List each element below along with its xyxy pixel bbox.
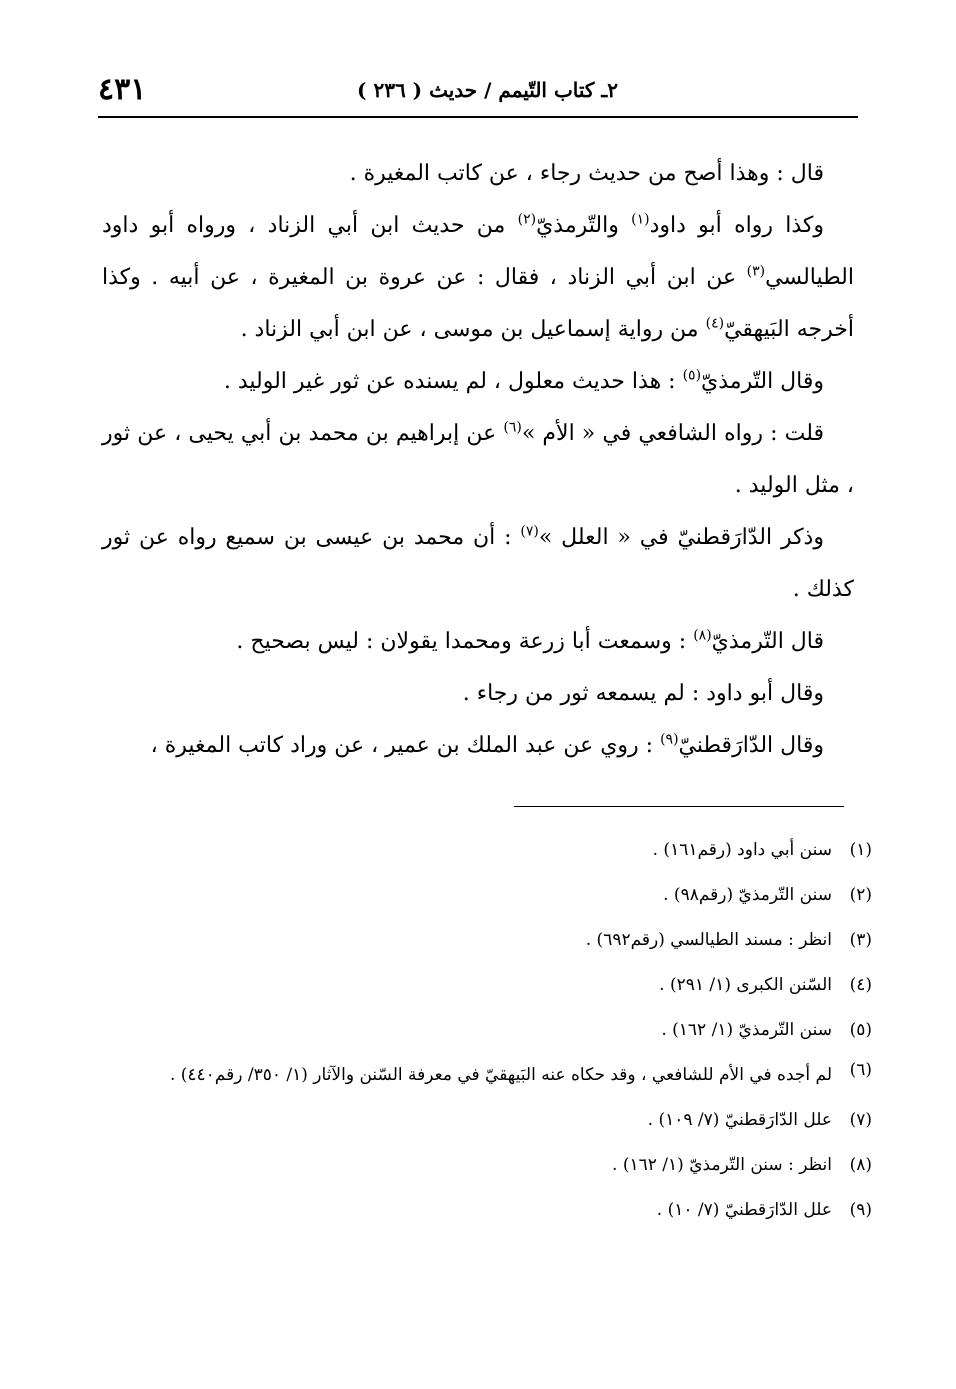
footnote-ref: (٢) — [517, 211, 537, 228]
footnote-text: انظر : سنن التّرمذيّ (١/ ١٦٢) . — [612, 1155, 832, 1175]
header-divider — [98, 116, 858, 118]
footnote — [100, 1053, 872, 1098]
footnote-text: السّنن الكبرى (١/ ٢٩١) . — [659, 975, 832, 995]
footnote — [100, 1188, 872, 1233]
footnote — [100, 918, 872, 963]
footnote-number: (٩) — [849, 1200, 872, 1220]
footnote-number: (٤) — [849, 975, 872, 995]
footnotes — [100, 828, 872, 1233]
running-header — [98, 74, 858, 114]
footnote — [100, 1143, 872, 1188]
footnote-ref: (٩) — [660, 731, 679, 748]
footnote-text: انظر : مسند الطيالسي (رقم٦٩٢) . — [585, 930, 832, 950]
footnote-text: سنن التّرمذيّ (رقم٩٨) . — [663, 885, 832, 905]
footnote-ref: (٣) — [746, 263, 766, 280]
footnote — [100, 1008, 872, 1053]
footnote-number: (١) — [849, 840, 872, 860]
paragraph: وذكر الدّارَقطنيّ في « العلل »$^{(٧)}$ : أن محمد بن عيسى بن سميع رواه عن ثور كذلك . — [102, 523, 854, 602]
footnote-number: (٦) — [849, 1060, 872, 1080]
footnote-number: (٣) — [849, 930, 872, 950]
footnote-ref: (٨) — [693, 627, 712, 644]
footnote — [100, 963, 872, 1008]
footnote-text: علل الدّارَقطنيّ (٧/ ١٠) . — [656, 1200, 832, 1220]
footnote-divider — [514, 806, 844, 807]
footnote-ref: (٧) — [520, 523, 539, 540]
footnote-ref: (٦) — [503, 419, 522, 436]
footnote-ref: (٤) — [705, 315, 725, 332]
paragraph: وكذا رواه أبو داود$^{(١)}$ والتّرمذيّ$^{(٢)}$ من حديث ابن أبي الزناد ، ورواه أبو داود الطيالسي$^{(٣)}$ عن ابن أبي الزناد ، فقال : عن عروة بن المغيرة ، عن أبيه . وكذا أخرجه البَيهقيّ$^{(٤)}$ من رواية إسماعيل بن موسى ، عن ابن أبي الزناد . — [102, 211, 854, 342]
footnote-number: (٢) — [849, 885, 872, 905]
footnote-number: (٨) — [849, 1155, 872, 1175]
footnote-number: (٥) — [849, 1020, 872, 1040]
chapter-title: ٢ـ كتاب التّيمم / حديث ( ٢٣٦ ) — [357, 78, 618, 102]
footnote-text: سنن التّرمذيّ (١/ ١٦٢) . — [661, 1020, 832, 1040]
paragraph: وقال التّرمذيّ$^{(٥)}$ : هذا حديث معلول ، لم يسنده عن ثور غير الوليد . — [223, 367, 824, 394]
paragraph: وقال الدّارَقطنيّ$^{(٩)}$ : روي عن عبد الملك بن عمير ، عن وراد كاتب المغيرة ، — [150, 731, 824, 758]
paragraph: وقال أبو داود : لم يسمعه ثور من رجاء . — [462, 681, 824, 706]
footnote — [100, 828, 872, 873]
page-number: ٤٣١ — [98, 72, 147, 107]
footnote-number: (٧) — [849, 1110, 872, 1130]
footnote-text: علل الدّارَقطنيّ (٧/ ١٠٩) . — [647, 1110, 832, 1130]
footnote-text: لم أجده في الأم للشافعي ، وقد حكاه عنه البَيهقيّ في معرفة السّنن والآثار (١/ ٣٥٠/ رقم٤٤٠) . — [169, 1065, 832, 1085]
footnote-text: سنن أبي داود (رقم١٦١) . — [652, 840, 832, 860]
paragraph: قلت : رواه الشافعي في « الأم »$^{(٦)}$ عن إبراهيم بن محمد بن أبي يحيى ، عن ثور ، مثل الوليد . — [102, 419, 854, 498]
main-text — [102, 148, 854, 772]
footnote — [100, 1098, 872, 1143]
footnote-ref: (١) — [631, 211, 650, 228]
footnote-ref: (٥) — [682, 367, 702, 384]
paragraph: قال : وهذا أصح من حديث رجاء ، عن كاتب المغيرة . — [349, 161, 824, 186]
footnote — [100, 873, 872, 918]
paragraph: قال التّرمذيّ$^{(٨)}$ : وسمعت أبا زرعة ومحمدا يقولان : ليس بصحيح . — [236, 627, 824, 654]
